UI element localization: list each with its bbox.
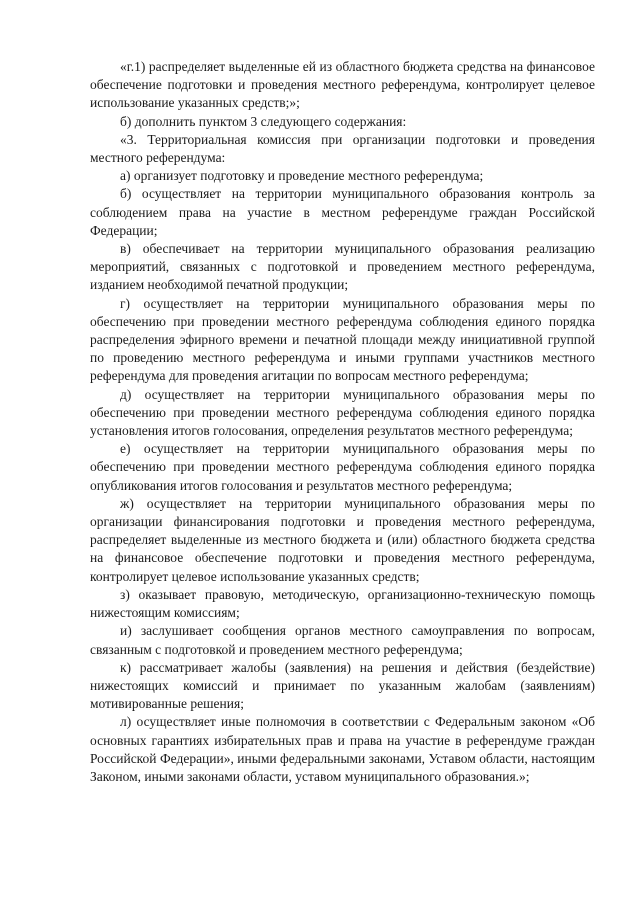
document-page (90, 58, 595, 786)
paragraph-zh: ж) осуществляет на территории муниципального образования меры по организации финансирования подготовки и проведения местного референдума, распределяет выделенные из местного бюджета и (или) областного бюджета средства на финансовое обеспечение подготовки и проведения местного референдума, контролирует целевое использование указанных средств; (90, 495, 595, 584)
paragraph-a: а) организует подготовку и проведение местного референдума; (120, 168, 484, 184)
paragraph-v: в) обеспечивает на территории муниципального образования реализацию мероприятий, связанных с подготовкой и проведением местного референдума, изданием необходимой печатной продукции; (90, 241, 595, 293)
paragraph-i: и) заслушивает сообщения органов местного самоуправления по вопросам, связанным с подготовкой и проведением местного референдума; (90, 623, 595, 657)
paragraph-d: д) осуществляет на территории муниципального образования меры по обеспечению при проведении местного референдума соблюдения единого порядка установления итогов голосования, определения результатов местного референдума; (90, 386, 595, 439)
paragraph-add-point-3: б) дополнить пунктом 3 следующего содержания: (120, 113, 407, 129)
paragraph-point-3-intro: «3. Территориальная комиссия при организации подготовки и проведения местного референдума: (90, 131, 595, 166)
paragraph-k: к) рассматривает жалобы (заявления) на решения и действия (бездействие) нижестоящих комиссий и принимает по указанным жалобам (заявлениям) мотивированные решения; (90, 659, 595, 712)
paragraph-g: г) осуществляет на территории муниципального образования меры по обеспечению при проведении местного референдума соблюдения единого порядка распределения эфирного времени и печатной площади между инициативной группой по проведению местного референдума и иными группами участников местного референдума для проведения агитации по вопросам местного референдума; (90, 295, 595, 384)
paragraph-g1: «г.1) распределяет выделенные ей из областного бюджета средства на финансовое обеспечение подготовки и проведения местного референдума, контролирует целевое использование указанных средств;»; (90, 59, 595, 111)
paragraph-z: з) оказывает правовую, методическую, организационно-техническую помощь нижестоящим комиссиям; (90, 586, 595, 621)
paragraph-l: л) осуществляет иные полномочия в соответствии с Федеральным законом «Об основных гарантиях избирательных прав и права на участие в референдуме граждан Российской Федерации», иными федеральными законами, Уставом области, настоящим Законом, иными законами области, уставом муниципального образования.»; (90, 714, 595, 784)
paragraph-b: б) осуществляет на территории муниципального образования контроль за соблюдением права на участие в местном референдуме граждан Российской Федерации; (90, 186, 595, 238)
paragraph-e: е) осуществляет на территории муниципального образования меры по обеспечению при проведении местного референдума соблюдения единого порядка опубликования итогов голосования и результатов местного референдума; (90, 441, 595, 493)
